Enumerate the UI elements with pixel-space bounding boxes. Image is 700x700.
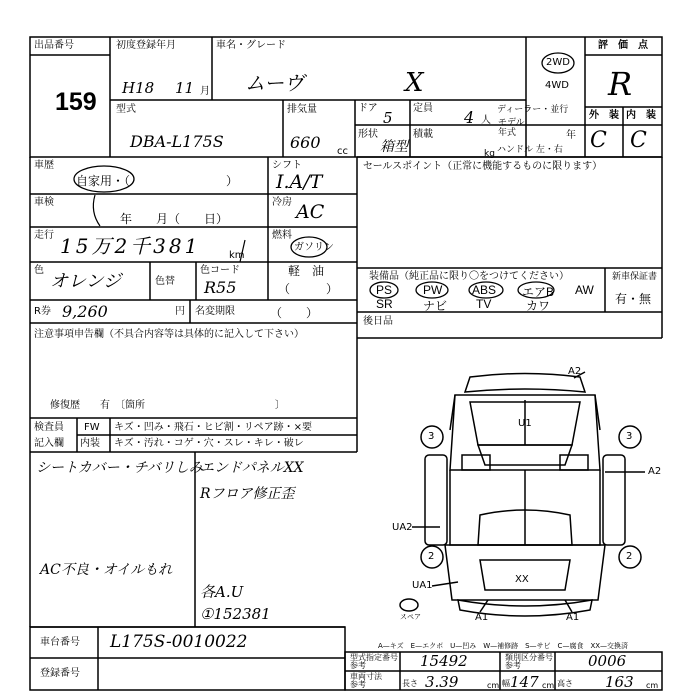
width-value: 147	[510, 673, 539, 691]
color-value: オレンジ	[50, 271, 122, 292]
notes-line1-right: エンドパネルXX	[200, 460, 304, 476]
diag-spare: スペア	[400, 613, 421, 621]
name-change-value: （ ）	[270, 306, 319, 320]
drive-4wd: 4WD	[545, 80, 569, 91]
equipment-item: PS	[376, 283, 393, 297]
history-label: 車歴	[34, 160, 54, 171]
post-label: 後日品	[363, 316, 393, 327]
diag-2-right: 2	[626, 551, 633, 562]
equipment-item: ナビ	[423, 299, 448, 313]
diag-3-right: 3	[626, 431, 633, 442]
mileage-label: 走行	[34, 230, 54, 241]
color-change-label: 色替	[155, 276, 175, 287]
color-label: 色	[34, 265, 44, 276]
fuel-label: 燃料	[272, 230, 292, 241]
history-value: 自家用・（ ）	[76, 174, 239, 188]
type-cert-value: 15492	[420, 652, 468, 670]
seats-label: 定員	[413, 103, 433, 114]
inspector-no: ①152381	[200, 605, 271, 623]
name-change-label: 名変期限	[195, 306, 235, 317]
score-label: 評 価 点	[598, 40, 648, 51]
score: R	[608, 65, 633, 103]
seats-value: 4	[464, 108, 475, 127]
diag-3-left: 3	[428, 431, 435, 442]
diag-a2-right: A2	[648, 466, 662, 477]
recycle-value: 9,260	[62, 302, 108, 321]
dims-label: 車両寸法 参考	[350, 672, 382, 689]
diag-a1-left: A1	[475, 612, 489, 623]
month-unit: 月	[200, 86, 210, 97]
seats-unit: 人	[481, 115, 491, 126]
first-reg-month: 11	[175, 79, 195, 97]
chassis-value: L175S-0010022	[110, 632, 248, 652]
interior-score: C	[630, 128, 647, 153]
diag-u1: U1	[518, 418, 532, 429]
dealer-label: ディーラー・並行	[497, 105, 569, 115]
warranty-label: 新車保証書	[612, 272, 658, 282]
fuel-other: （ ）	[278, 282, 339, 296]
lot-no: 159	[55, 88, 97, 116]
height-value: 163	[605, 673, 634, 691]
model-label: 車名・グレード	[216, 40, 286, 51]
color-code-value: R55	[204, 278, 237, 297]
inspection-value: 年 月（ 日）	[120, 212, 229, 226]
diag-2-left: 2	[428, 551, 435, 562]
notes-line3: AC不良・オイルもれ	[40, 562, 173, 578]
equipment-item: SR	[376, 297, 393, 311]
equipment-item: PW	[423, 283, 443, 297]
length-label: 長さ	[402, 679, 418, 688]
inspector-sign: 各A.U	[200, 583, 244, 601]
diag-xx: XX	[515, 574, 529, 585]
shift-value: I.A/T	[276, 171, 323, 193]
model-year-label: モデル 年式	[498, 118, 525, 138]
equipment-label: 装備品（純正品に限り〇をつけてください）	[369, 271, 569, 282]
displacement-label: 排気量	[287, 104, 317, 115]
width-label: 幅	[502, 679, 510, 688]
recycle-label: R券	[34, 306, 51, 317]
diag-ua2: UA2	[392, 522, 413, 533]
code-line2: キズ・汚れ・コゲ・穴・スレ・キレ・破レ	[114, 438, 304, 449]
yen-unit: 円	[175, 306, 185, 317]
fw-label: FW	[84, 422, 100, 433]
height-label: 高さ	[557, 679, 573, 688]
notes-line2: Rフロア修正歪	[200, 486, 295, 502]
notes-line1-left: シートカバー・チバリしみ	[36, 460, 203, 476]
interior-entry-label: 内装	[80, 438, 100, 449]
fuel-gasoline: ガソリン	[294, 242, 334, 253]
km-unit: km	[229, 250, 245, 261]
exterior-label: 外 装	[589, 110, 619, 121]
doors-value: 5	[383, 109, 393, 127]
diag-a2-top: A2	[568, 366, 582, 377]
class-value: 0006	[588, 652, 627, 670]
model-name: ムーヴ	[245, 71, 304, 95]
reg-label: 登録番号	[40, 668, 80, 679]
equipment-item: カワ	[526, 299, 551, 313]
sales-point-label: セールスポイント（正常に機能するものに限ります）	[363, 161, 603, 172]
equipment-item: エアB	[522, 285, 555, 299]
code-line1: キズ・凹み・飛石・ヒビ割・リペア跡・×要	[114, 422, 312, 433]
aircon-label: 冷房	[272, 197, 292, 208]
equipment-item: ABS	[472, 283, 497, 297]
class-label: 類別区分番号 参考	[505, 653, 553, 670]
inspection-label: 車検	[34, 197, 54, 208]
warranty-value: 有・無	[615, 292, 652, 306]
width-unit: cm	[542, 681, 555, 690]
aircon-value: AC	[296, 201, 325, 223]
mileage-value: 15万2千381	[60, 234, 201, 258]
entry-label: 記入欄	[34, 438, 64, 449]
exterior-score: C	[590, 128, 607, 153]
length-value: 3.39	[425, 673, 459, 691]
handle-label: ハンドル 左・右	[497, 145, 563, 155]
doors-label: ドア	[358, 103, 378, 114]
shape-label: 形状	[358, 129, 378, 140]
first-reg-year: H18	[122, 79, 155, 97]
year-unit: 年	[566, 130, 576, 141]
color-code-label: 色コード	[200, 265, 240, 276]
grade: X	[405, 68, 424, 98]
repair-label: 修復歴 有 〔箇所 〕	[50, 400, 285, 411]
first-reg-label: 初度登録年月	[116, 40, 176, 51]
interior-label: 内 装	[626, 110, 656, 121]
equipment-item: AW	[575, 283, 594, 297]
chassis-label: 車台番号	[40, 637, 80, 648]
cc-unit: cc	[337, 146, 348, 157]
type-label: 型式	[116, 104, 136, 115]
damage-legend: A—キズ E—エクボ U—凹み W—補修跡 S—サビ C—腐食 XX—交換済	[378, 642, 629, 650]
type-value: DBA-L175S	[130, 132, 224, 151]
shift-label: シフト	[272, 160, 302, 171]
drive-2wd: 2WD	[546, 57, 570, 68]
shape-value: 箱型	[380, 139, 408, 155]
load-unit: kg	[484, 149, 495, 159]
notes-label: 注意事項申告欄（不具合内容等は具体的に記入して下さい）	[34, 329, 304, 340]
diag-ua1: UA1	[412, 580, 433, 591]
height-unit: cm	[646, 681, 659, 690]
displacement-value: 660	[290, 133, 321, 152]
equipment-item: TV	[476, 297, 492, 311]
fuel-diesel: 軽 油	[288, 264, 325, 278]
length-unit: cm	[487, 681, 500, 690]
lot-no-label: 出品番号	[34, 40, 74, 51]
type-cert-label: 型式指定番号 参考	[350, 653, 398, 670]
inspector-label: 検査員	[34, 422, 64, 433]
diag-a1-right: A1	[566, 612, 580, 623]
load-label: 積載	[413, 129, 433, 140]
